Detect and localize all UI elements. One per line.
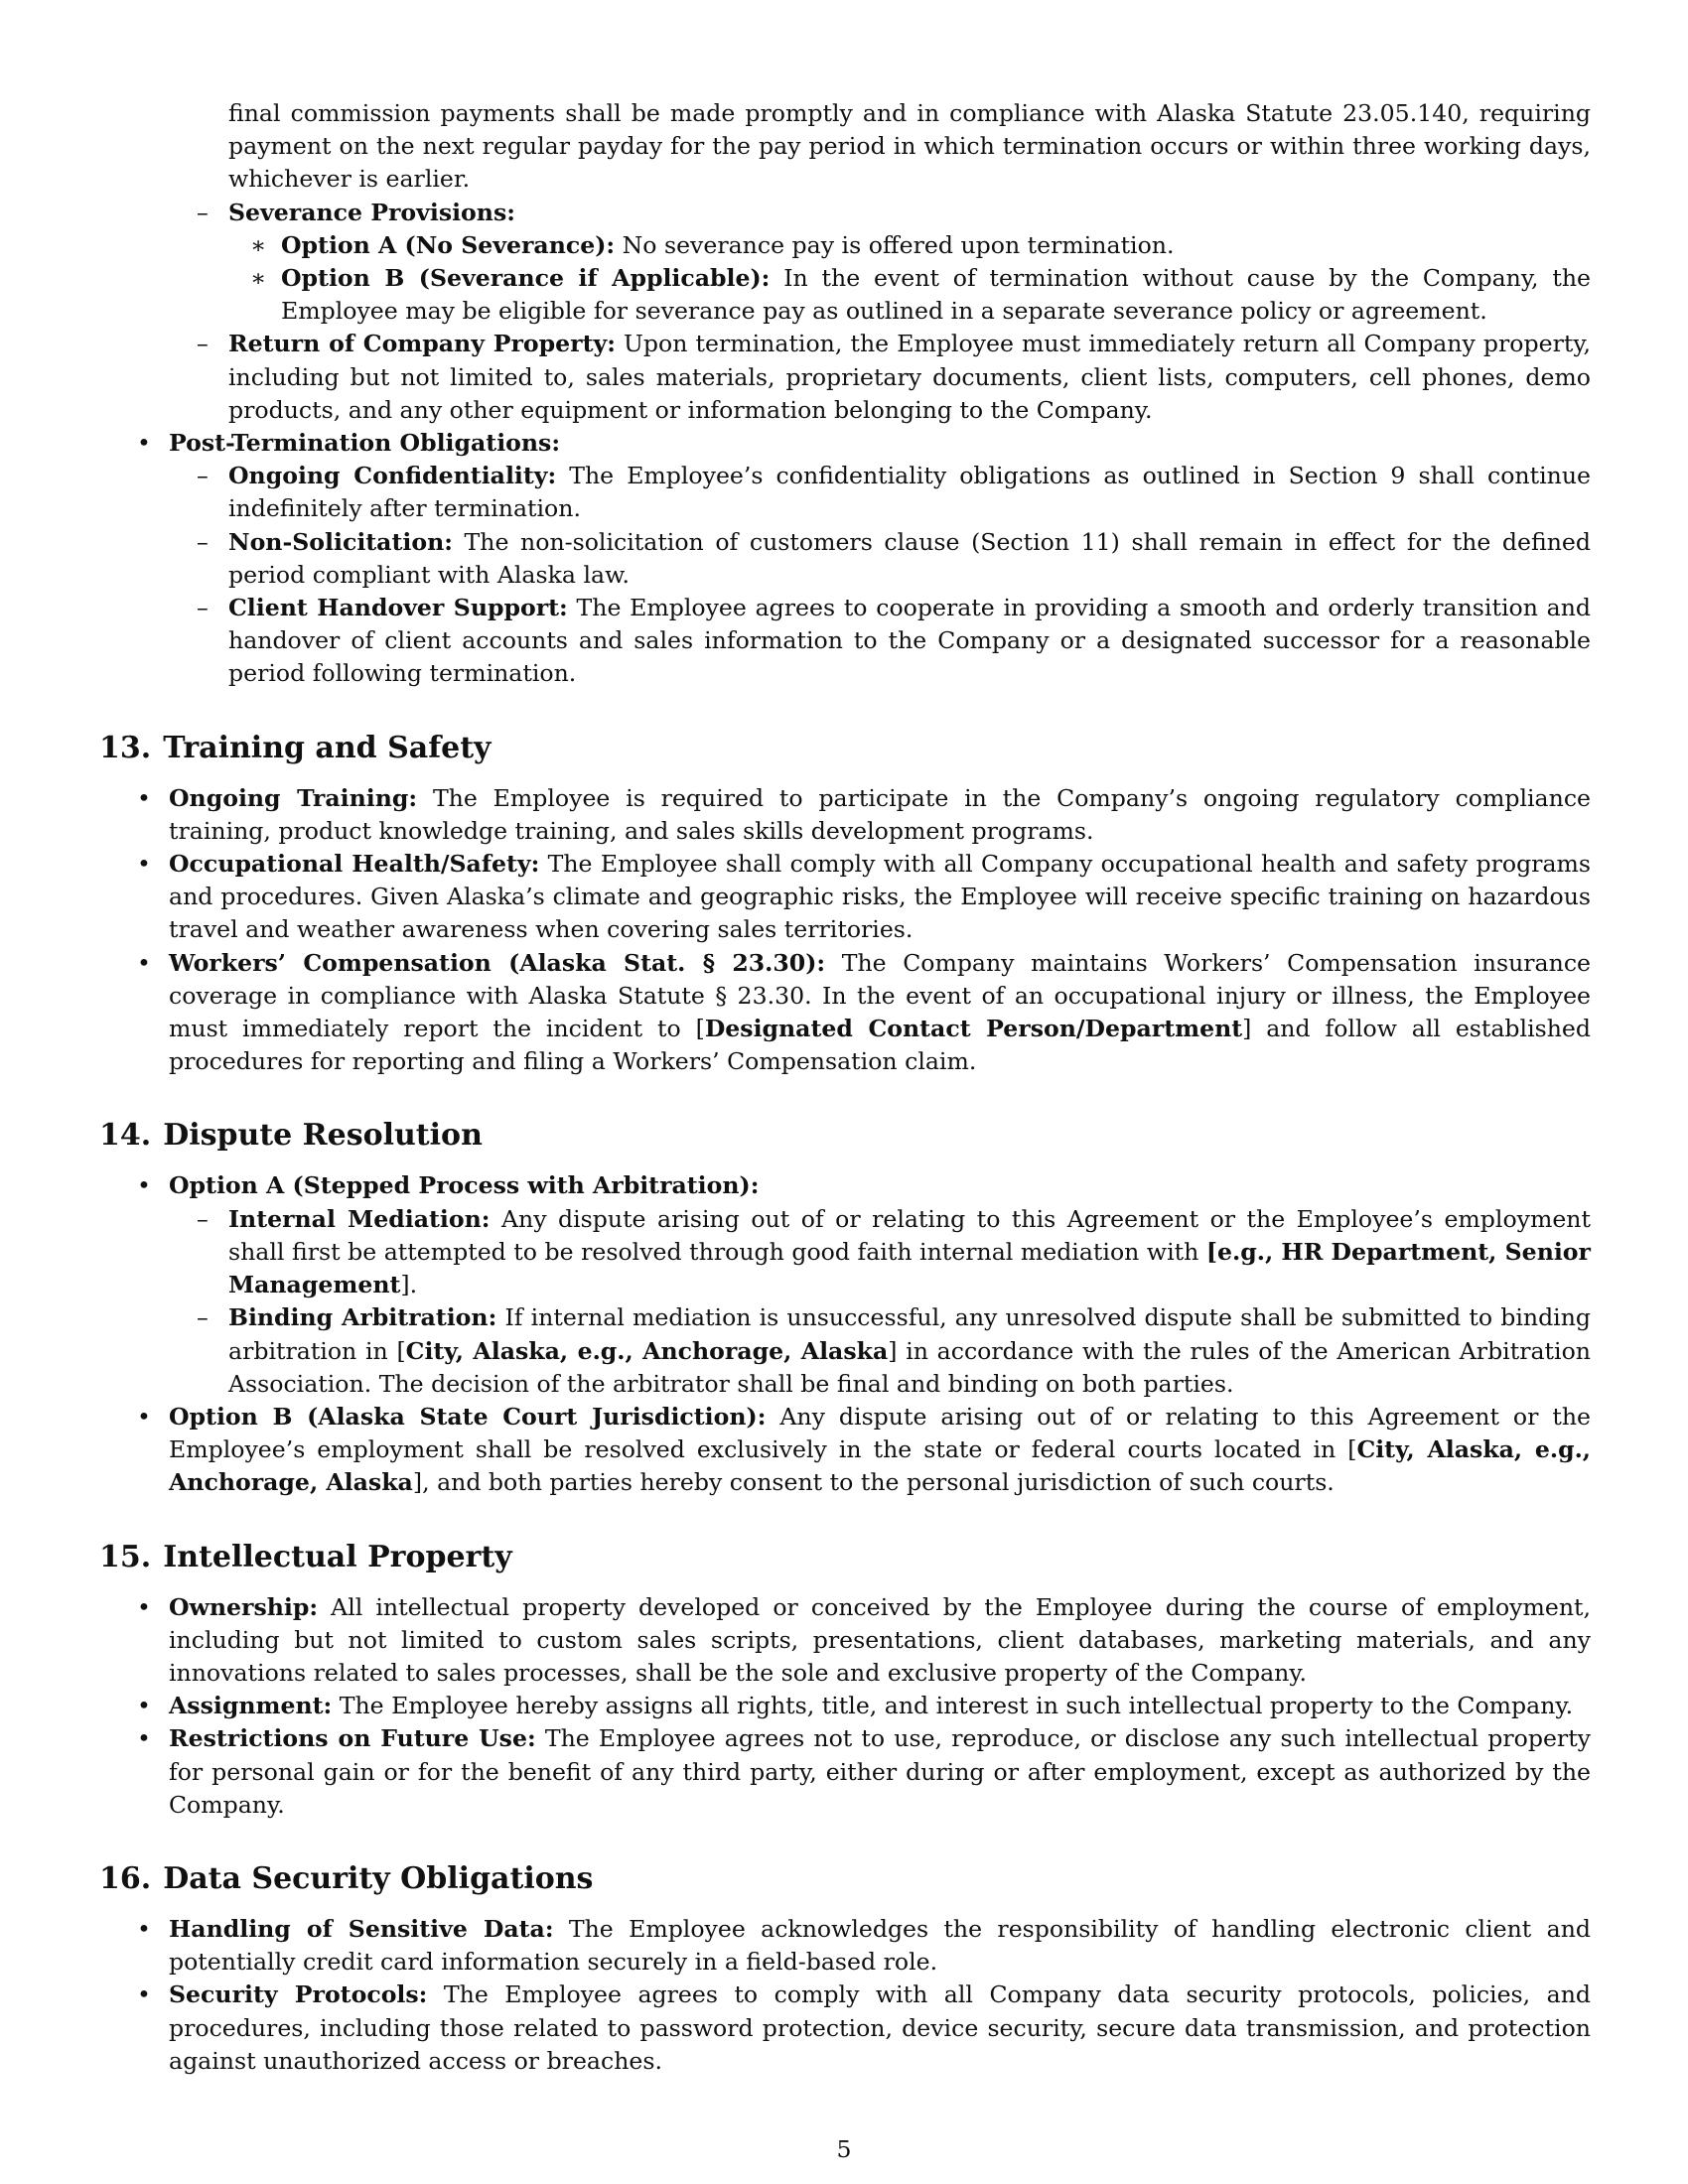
section-heading-16: 16. Data Security Obligations	[99, 1860, 594, 1896]
dispute-option-a: • Option A (Stepped Process with Arbitration):	[99, 1169, 1591, 1202]
severance-option-a: ∗ Option A (No Severance): No severance pay is offered upon termination.	[99, 229, 1591, 262]
security-protocols: • Security Protocols: The Employee agrees to comply with all Company data security protocols, policies, and procedures, including those related to password protection, device security, secure data transmission, and protection against unauthorized access or breaches.	[99, 1979, 1591, 2078]
ongoing-confidentiality: – Ongoing Confidentiality: The Employee’s confidentiality obligations as outlined in Section 9 shall continue indefinitely after termination.	[99, 460, 1591, 525]
page-number: 5	[836, 2135, 852, 2163]
section-heading-13: 13. Training and Safety	[99, 730, 492, 765]
ip-ownership: • Ownership: All intellectual property developed or conceived by the Employee during the course of employment, including but not limited to custom sales scripts, presentations, client databases, marketing materials, and any innovations related to sales processes, shall be the sole and exclusive property of the Company.	[99, 1591, 1591, 1691]
ongoing-training: • Ongoing Training: The Employee is required to participate in the Company’s ongoing regulatory compliance training, product knowledge training, and sales skills development programs.	[99, 782, 1591, 848]
post-termination-obligations: • Post-Termination Obligations:	[99, 427, 1591, 460]
workers-compensation: • Workers’ Compensation (Alaska Stat. § 23.30): The Company maintains Workers’ Compensation insurance coverage in compliance with Alaska Statute § 23.30. In the event of an occupational injury or illness, the Employee must immediately report the incident to [Designated Contact Person/Department] and follow all established procedures for reporting and filing a Workers’ Compensation claim.	[99, 947, 1591, 1079]
internal-mediation: – Internal Mediation: Any dispute arising out of or relating to this Agreement or the Employee’s employment shall first be attempted to be resolved through good faith internal mediation with [e.g., HR Department, Senior Management].	[99, 1203, 1591, 1302]
severance-option-b: ∗ Option B (Severance if Applicable): In the event of termination without cause by the Company, the Employee may be eligible for severance pay as outlined in a separate severance policy or agreement.	[99, 262, 1591, 328]
continuation-paragraph: final commission payments shall be made promptly and in compliance with Alaska Statute 23.05.140, requiring payment on the next regular payday for the pay period in which termination occurs or within three working days, whichever is earlier.	[228, 99, 1591, 194]
return-company-property: – Return of Company Property: Upon termination, the Employee must immediately return all Company property, including but not limited to, sales materials, proprietary documents, client lists, computers, cell phones, demo products, and any other equipment or information belonging to the Company.	[99, 328, 1591, 427]
binding-arbitration: – Binding Arbitration: If internal mediation is unsuccessful, any unresolved dispute shall be submitted to binding arbitration in [City, Alaska, e.g., Anchorage, Alaska] in accordance with the rules of the American Arbitration Association. The decision of the arbitrator shall be final and binding on both parties.	[99, 1301, 1591, 1401]
non-solicitation: – Non-Solicitation: The non-solicitation of customers clause (Section 11) shall remain in effect for the defined period compliant with Alaska law.	[99, 526, 1591, 592]
occupational-health-safety: • Occupational Health/Safety: The Employee shall comply with all Company occupational health and safety programs and procedures. Given Alaska’s climate and geographic risks, the Employee will receive specific training on hazardous travel and weather awareness when covering sales territories.	[99, 848, 1591, 947]
ip-restrictions: • Restrictions on Future Use: The Employee agrees not to use, reproduce, or disclose any such intellectual property for personal gain or for the benefit of any third party, either during or after employment, except as authorized by the Company.	[99, 1722, 1591, 1822]
document-page	[99, 97, 1591, 2078]
client-handover-support: – Client Handover Support: The Employee agrees to cooperate in providing a smooth and orderly transition and handover of client accounts and sales information to the Company or a designated successor for a reasonable period following termination.	[99, 592, 1591, 691]
section-heading-14: 14. Dispute Resolution	[99, 1118, 483, 1154]
handling-sensitive-data: • Handling of Sensitive Data: The Employee acknowledges the responsibility of handling electronic client and potentially credit card information securely in a field-based role.	[99, 1913, 1591, 1979]
ip-assignment: • Assignment: The Employee hereby assigns all rights, title, and interest in such intellectual property to the Company.	[99, 1690, 1591, 1722]
dispute-option-b: • Option B (Alaska State Court Jurisdiction): Any dispute arising out of or relating to this Agreement or the Employee’s employment shall be resolved exclusively in the state or federal courts located in [City, Alaska, e.g., Anchorage, Alaska], and both parties hereby consent to the personal jurisdiction of such courts.	[99, 1401, 1591, 1500]
section-heading-15: 15. Intellectual Property	[99, 1539, 512, 1574]
severance-provisions: – Severance Provisions:	[99, 197, 1591, 229]
